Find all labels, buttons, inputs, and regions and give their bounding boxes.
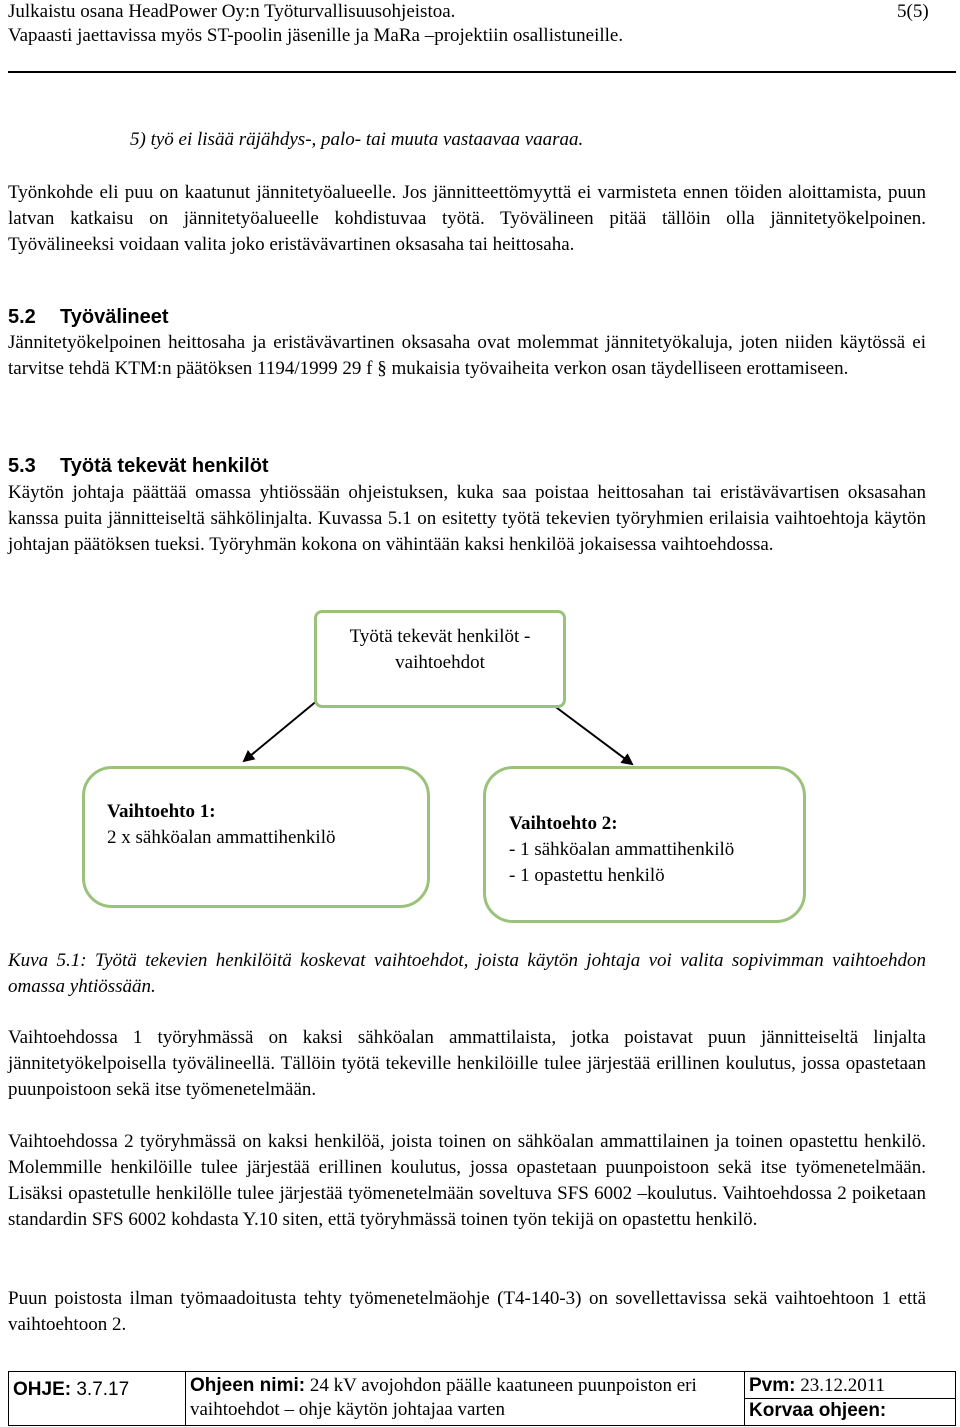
section-5-3-text: Käytön johtaja päättää omassa yhtiössään ohjeistuksen, kuka saa poistaa heittosahan tai eristävävartisen oksasahan kanssa puita jännitteiseltä sähkölinjalta. Kuvassa 5.1 on esitetty työtä tekevien työryhmien erilaisia vaihtoehtoja käytön johtajan päätöksen tueksi. Työryhmän kokona on vähintään kaksi henkilöä jokaisessa vaihtoehdossa. xyxy=(8,482,926,555)
section-5-3-title: Työtä tekevät henkilöt xyxy=(60,455,269,477)
diagram-root-line-1: Työtä tekevät henkilöt - xyxy=(349,626,531,647)
footer-ohje-label: OHJE: xyxy=(13,1379,72,1400)
footer-date-cell xyxy=(745,1372,956,1426)
option-1-line-1: 2 x sähköalan ammattihenkilö xyxy=(107,827,336,848)
option-2-line-1: - 1 sähköalan ammattihenkilö xyxy=(509,839,735,860)
header-line-2: Vapaasti jaettavissa myös ST-poolin jäsenille ja MaRa –projektiin osallistuneille. xyxy=(8,25,624,46)
option-2-title: Vaihtoehto 2: xyxy=(509,813,618,834)
paragraph-option-2: Vaihtoehdossa 2 työryhmässä on kaksi henkilöä, joista toinen on sähköalan ammattilainen ja toinen opastettu henkilö. Molemmille henkilöille tulee järjestää erillinen koulutus, jossa opastetaan puunpoistoon sekä itse työmenetelmään. Lisäksi opastetulle henkilölle tulee järjestää työmenetelmään soveltuva SFS 6002 –koulutus. Vaihtoehdossa 2 poiketaan standardin SFS 6002 kohdasta Y.10 siten, että työryhmässä toinen työn tekijä on opastettu henkilö. xyxy=(8,1131,926,1230)
footer-name-label: Ohjeen nimi: xyxy=(190,1375,306,1396)
section-5-3-number: 5.3 xyxy=(8,455,36,477)
option-1-title: Vaihtoehto 1: xyxy=(107,801,216,822)
diagram-option-2-box xyxy=(483,766,806,923)
diagram-option-1-box xyxy=(82,766,430,908)
header-publication-text: Julkaistu osana HeadPower Oy:n Työturvallisuusohjeistoa. xyxy=(8,1,456,22)
page-number: 5(5) xyxy=(897,1,929,22)
footer-replaces-label: Korvaa ohjeen: xyxy=(745,1398,955,1423)
paragraph-option-1: Vaihtoehdossa 1 työryhmässä on kaksi sähköalan ammattilaista, jotka poistavat puun jännitteiseltä linjalta jännitetyökelpoisella työvälineellä. Tällöin työtä tekeville henkilöille tulee järjestää erillinen koulutus, jossa opastetaan puunpoistoon sekä itse työmenetelmään. xyxy=(8,1027,926,1100)
option-2-line-2: - 1 opastettu henkilö xyxy=(509,865,665,886)
footer-table xyxy=(8,1371,956,1426)
footer-ohje-cell xyxy=(9,1372,186,1426)
footer-name-value: 24 kV avojohdon päälle kaatuneen puunpoiston eri vaihtoehdot – ohje käytön johtajaa varten xyxy=(190,1375,697,1420)
paragraph-method: Puun poistosta ilman työmaadoitusta tehty työmenetelmäohje (T4-140-3) on sovellettavissa sekä vaihtoehtoon 1 että vaihtoehtoon 2. xyxy=(8,1288,926,1335)
diagram-root-line-2: vaihtoehdot xyxy=(395,652,485,673)
figure-caption: Kuva 5.1: Työtä tekevien henkilöitä koskevat vaihtoehdot, joista käytön johtaja voi valita sopivimman vaihtoehdon omassa yhtiössään. xyxy=(8,950,926,997)
section-5-2-number: 5.2 xyxy=(8,306,36,328)
footer-date-value: 23.12.2011 xyxy=(800,1375,886,1396)
section-5-2-title: Työvälineet xyxy=(60,306,169,328)
footer-name-cell xyxy=(186,1372,745,1426)
diagram-root-box xyxy=(314,610,566,708)
section-5-2-text: Jännitetyökelpoinen heittosaha ja eristävävartinen oksasaha ovat molemmat jännitetyökaluja, joten niiden käytössä ei tarvitse tehdä KTM:n päätöksen 1194/1999 29 f § mukaisia työvaiheita verkon osan täydelliseen erottamiseen. xyxy=(8,332,926,379)
footer-ohje-value: 3.7.17 xyxy=(76,1379,130,1400)
list-item-5: 5) työ ei lisää räjähdys-, palo- tai muuta vastaavaa vaaraa. xyxy=(130,129,584,150)
footer-date-label: Pvm: xyxy=(749,1375,796,1396)
intro-paragraph: Työnkohde eli puu on kaatunut jännitetyöalueelle. Jos jännitteettömyyttä ei varmisteta ennen töiden aloittamista, puun latvan katkaisu on jännitetyöalueelle kohdistuvaa työtä. Työvälineen pitää tällöin olla jännitetyökelpoinen. Työvälineeksi voidaan valita joko eristävävartinen oksasaha tai heittosaha. xyxy=(8,182,926,255)
